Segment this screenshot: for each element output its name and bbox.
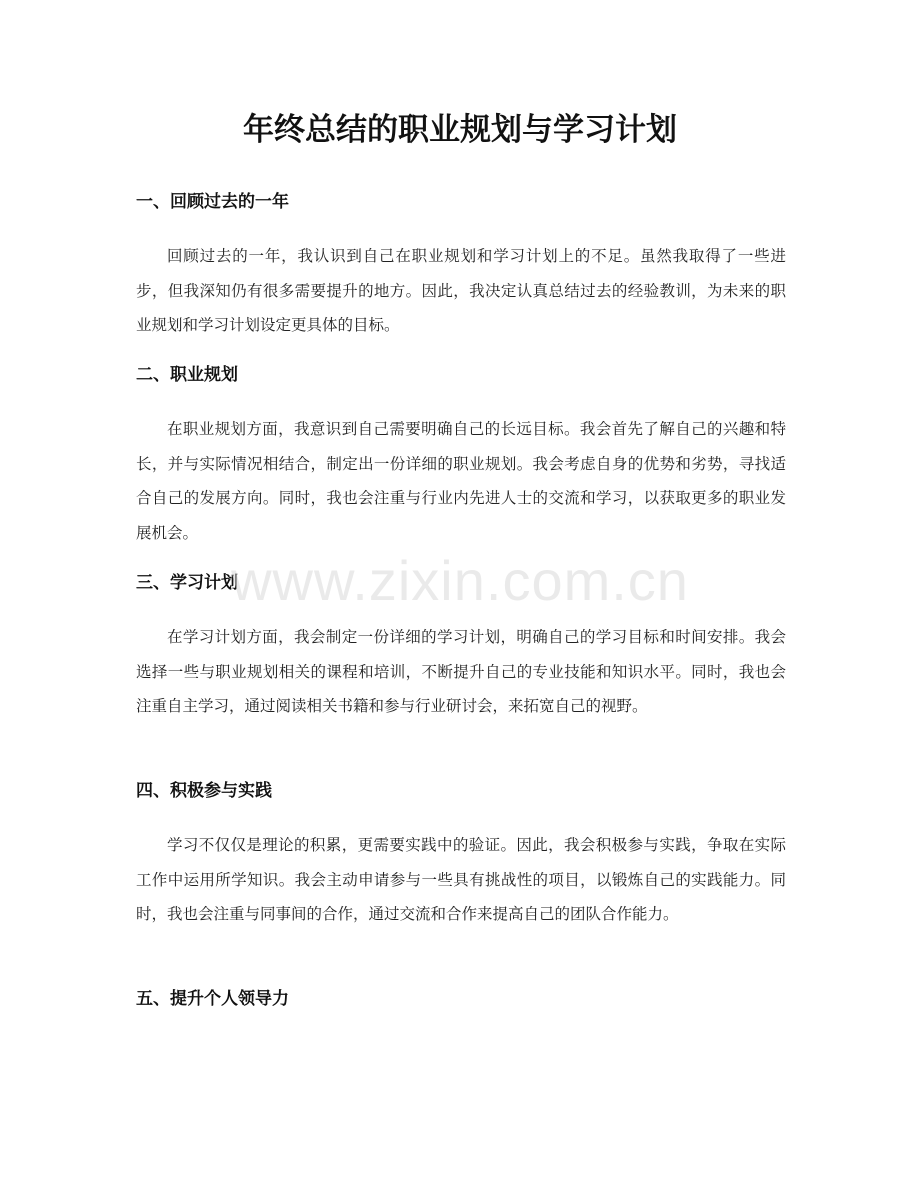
section-heading-practice: 四、积极参与实践 <box>136 781 272 801</box>
section-body-career-plan: 在职业规划方面，我意识到自己需要明确自己的长远目标。我会首先了解自己的兴趣和特长，并与实际情况相结合，制定出一份详细的职业规划。我会考虑自身的优势和劣势，寻找适合自己的发展方向。同时，我也会注重与行业内先进人士的交流和学习，以获取更多的职业发展机会。 <box>136 420 786 542</box>
section-study-plan <box>136 570 786 724</box>
section-body-study-plan: 在学习计划方面，我会制定一份详细的学习计划，明确自己的学习目标和时间安排。我会选择一些与职业规划相关的课程和培训，不断提升自己的专业技能和知识水平。同时，我也会注重自主学习，通过阅读相关书籍和参与行业研讨会，来拓宽自己的视野。 <box>136 628 786 715</box>
section-heading-leadership: 五、提升个人领导力 <box>136 989 289 1009</box>
section-heading-career-plan: 二、职业规划 <box>136 365 238 385</box>
section-career-plan <box>136 362 786 550</box>
section-heading-review: 一、回顾过去的一年 <box>136 192 289 212</box>
section-practice <box>136 778 786 932</box>
watermark-text: www.zixin.com.cn <box>231 549 689 612</box>
document-title: 年终总结的职业规划与学习计划 <box>243 112 677 148</box>
section-leadership <box>136 986 786 1012</box>
section-heading-study-plan: 三、学习计划 <box>136 573 238 593</box>
section-body-practice: 学习不仅仅是理论的积累，更需要实践中的验证。因此，我会积极参与实践，争取在实际工作中运用所学知识。我会主动申请参与一些具有挑战性的项目，以锻炼自己的实践能力。同时，我也会注重与同事间的合作，通过交流和合作来提高自己的团队合作能力。 <box>136 836 786 923</box>
section-review <box>136 189 786 343</box>
section-body-review: 回顾过去的一年，我认识到自己在职业规划和学习计划上的不足。虽然我取得了一些进步，但我深知仍有很多需要提升的地方。因此，我决定认真总结过去的经验教训，为未来的职业规划和学习计划设定更具体的目标。 <box>136 247 786 334</box>
